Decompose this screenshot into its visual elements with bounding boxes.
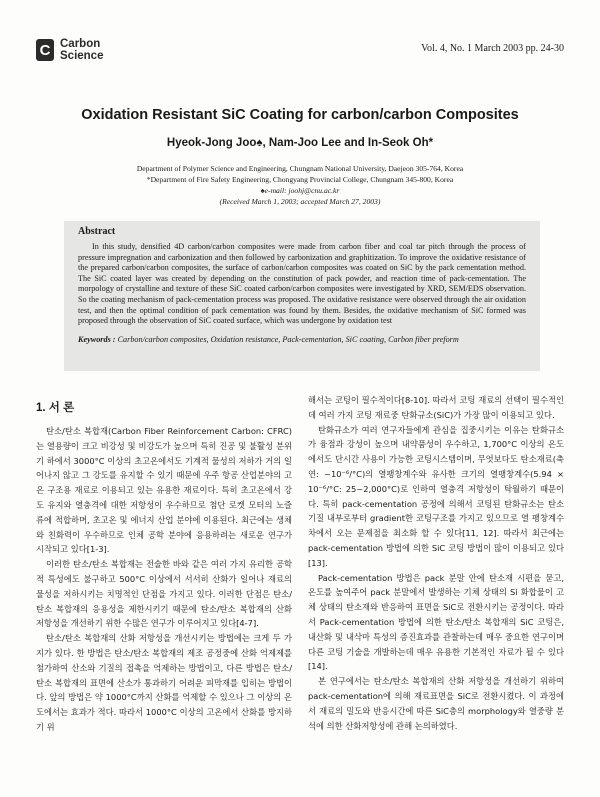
- paragraph: 해서는 코팅이 필수적이다[8-10]. 따라서 코팅 재료의 선택이 필수적인데 여러 가지 코팅 재료중 탄화규소(SiC)가 가장 많이 이용되고 있다.: [308, 395, 564, 420]
- body-right-column: [308, 393, 564, 733]
- section-heading: 1. 서 론: [36, 402, 75, 414]
- paragraph: 탄화규소가 여러 연구자들에게 관심을 집중시키는 이유는 탄화규소가 융점과 강성이 높으며 내약품성이 우수하고, 1,700°C 이상의 온도에서도 단시간 사용이 가능한 코팅시스템이며, 무엇보다도 탄소재료(축연: ~10⁻⁶/°C)의 열팽창계수와 유사한 크기의 열팽창계수(5.94 × 10⁻⁶/°C: 25~2,000°C)로 인하여 열충격 저항성이 탁월하기 때문이다. 특히 pack-cementation 공정에 의해서 코팅된 탄화규소는 탄소기질 내부로부터 gradient한 코팅구조를 가지고 있으므로 열 팽창계수차에서 오는 문제점을 최소화 할 수 있다[11, 12]. 따라서 최근에는 pack-cementation 방법에 의한 SiC 코팅 방법이 많이 이용되고 있다[13].: [308, 424, 564, 568]
- affiliation-1: Department of Polymer Science and Engineering, Chungnam National University, Daejeon 305-764, Korea: [136, 164, 464, 173]
- journal-header: [36, 38, 566, 70]
- abstract-box: [64, 221, 540, 371]
- keywords-text: Carbon/carbon composites, Oxidation resistance, Pack-cementation, SiC coating, Carbon fiber preform: [117, 334, 459, 344]
- abstract-heading: Abstract: [78, 226, 116, 237]
- author-list: Hyeok-Jong Joo♠, Nam-Joo Lee and In-Seok Oh*: [166, 137, 434, 149]
- body-left-column: [36, 424, 292, 735]
- paragraph: 본 연구에서는 탄소/탄소 복합재의 산화 저항성을 개선하기 위하여 pack-cementation에 의해 재료표면을 SiC로 전환시켰다. 이 과정에서 재료의 밀도와 반응시간에 따른 SiC층의 morphology와 열중량 분석에 의한 산화저항성에 관해 논의하였다.: [308, 676, 564, 731]
- abstract-body: In this study, densified 4D carbon/carbon composites were made from carbon fiber and coal tar pitch through the process of pressure impregnation and carbonization and then followed by carbonization and graphitization. To improve the oxidative resistance of the prepared carbon/carbon composites, the surface of carbon/carbon composites was coated on SiC by the pack cementation method. The SiC coated layer was created by depending on the constitution of pack powder, and reaction time of pack-cementation. The morpology of crystalline and texture of these SiC coated carbon/carbon composites were investigated by XRD, SEM/EDS observation. So the coating mechanism of pack-cementation process was proposed. The oxidative resistance were observed through the air oxidation test, and then the optimal condition of pack cementation was found by them. Besides, the oxidative mechanism of SiC formed was proposed through the observation of SiC coated surface, which was undergone by oxidation test: [78, 242, 526, 326]
- logo-text-line2: Science: [60, 50, 104, 62]
- paragraph: 탄소/탄소 복합재의 산화 저항성을 개선시키는 방법에는 크게 두 가지가 있다. 한 방법은 탄소/탄소 복합재의 제조 공정중에 산화 억제제를 첨가하여 산소와 기질의 접촉을 억제하는 방법이고, 다른 방법은 탄소/탄소 복합재의 표면에 산소가 통과하기 어려운 피막재를 입히는 방법이다. 앞의 방법은 약 1000°C까지 산화를 억제할 수 있으나 그 이상의 온도에서는 효과가 적다. 따라서 1000°C 이상의 고온에서 산화를 방지하기 위: [36, 633, 292, 732]
- carbon-logo-icon: C: [36, 39, 54, 61]
- affiliation-2: *Department of Fire Safety Engineering, Chongyang Provincial College, Chungnam 345-800, Korea: [146, 175, 454, 184]
- logo-text-line1: Carbon: [60, 38, 101, 50]
- issue-info: Vol. 4, No. 1 March 2003 pp. 24-30: [421, 43, 564, 54]
- keywords-line: [74, 335, 530, 344]
- paragraph: Pack-cementation 방법은 pack 분말 안에 탄소재 시편을 묻고, 온도를 높여주어 pack 분말에서 발생하는 기체 상태의 Si 화합물이 고체 상태의 탄소재와 반응하여 표면을 SiC로 전환시키는 공정이다. 따라서 Pack-cementation 방법에 의한 탄소/탄소 복합재의 SiC 코팅은, 내산화 및 내삭마 특성의 증진효과를 관찰하는데 매우 중요한 연구이며 다른 코팅 기술을 개발하는데 매우 유용한 기본적인 자료가 될 수 있다[14].: [308, 572, 564, 672]
- affiliations: [0, 163, 600, 207]
- received-dates: (Received March 1, 2003; accepted March 27, 2003): [219, 197, 381, 206]
- paragraph: 이러한 탄소/탄소 복합재는 전술한 바와 같은 여러 가지 유리한 공학적 특성에도 불구하고 500°C 이상에서 서서히 산화가 일어나 재료의 물성을 저하시키는 치명적인 단점을 가지고 있다. 이러한 단점은 탄소/탄소 복합재의 응용성을 제한시키기 때문에 탄소/탄소 복합재의 산화 저항성을 개선하기 위한 수많은 연구가 이루어지고 있다[4-7].: [36, 559, 292, 629]
- paragraph: 탄소/탄소 복합재(Carbon Fiber Reinforcement Carbon: CFRC)는 열용량이 크고 비강성 및 비강도가 높으며 특히 진공 및 불활성 분위기 하에서 3000°C 이상의 초고온에서도 기계적 물성의 저하가 거의 일어나지 않고 그 강도를 유지할 수 있기 때문에 우주 항공 산업분야의 고온 구조용 재료로 이용되고 있는 유용한 재료이다. 특히 초고온에서 강도 유지와 열충격에 대한 저항성이 우수하므로 첨단 로켓 모터의 노즐류에 적합하며, 초고온 및 에너지 산업 분야에 이용된다. 최근에는 생체와 친화력이 우수하므로 인체 공학 분야에 응용하려는 새로운 연구가 시작되고 있다[1-3].: [36, 426, 292, 555]
- journal-logo: [36, 38, 103, 62]
- paper-title: Oxidation Resistant SiC Coating for carbon/carbon Composites: [81, 107, 519, 123]
- keywords-label: Keywords :: [78, 334, 116, 344]
- author-email: ♠e-mail: joohj@cnu.ac.kr: [260, 186, 340, 195]
